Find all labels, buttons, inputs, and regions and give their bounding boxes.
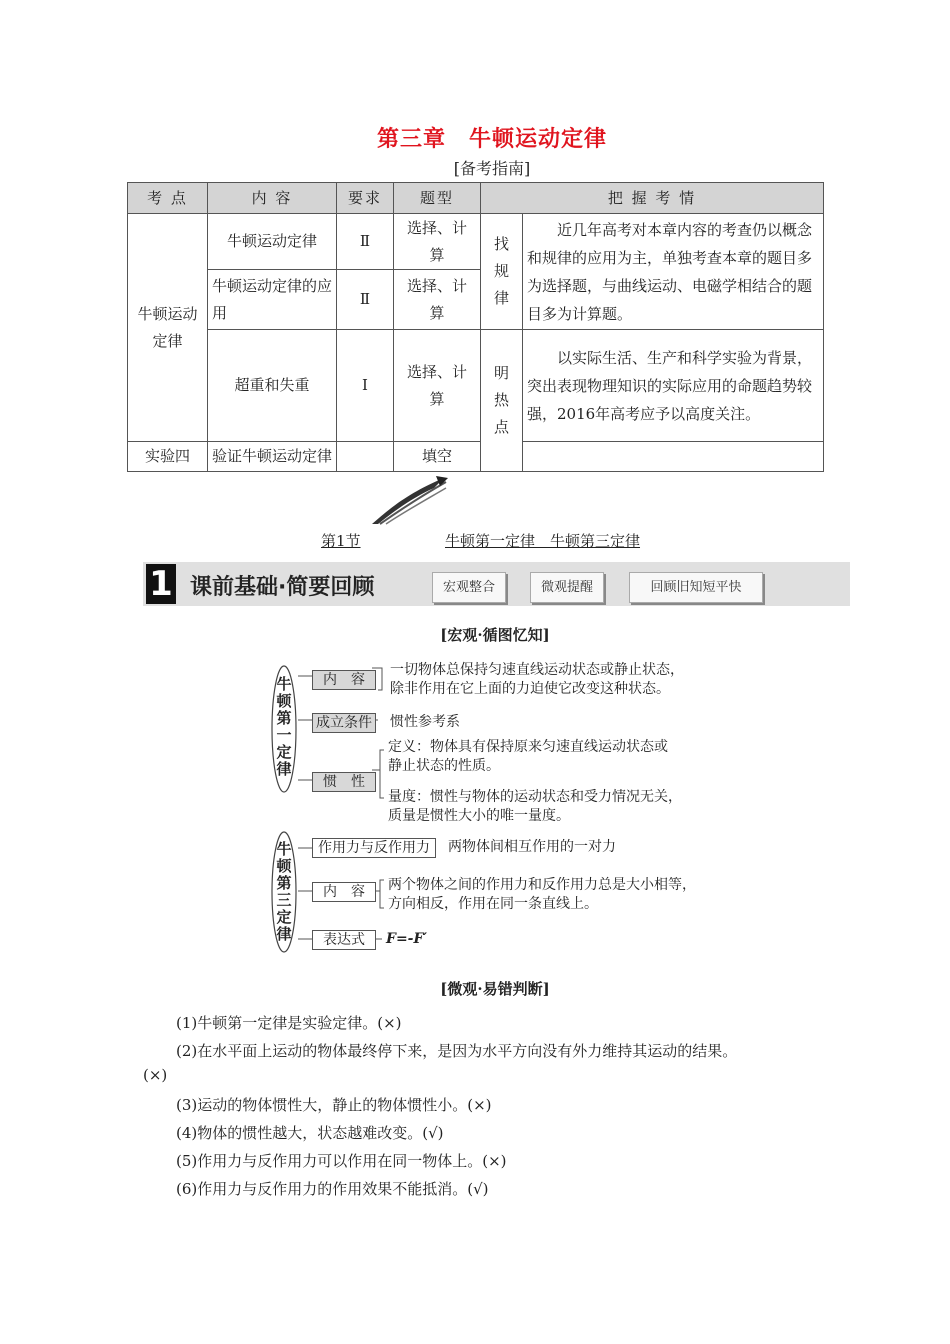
first-content-box: 内 容 (312, 670, 376, 690)
pair-text: 两物体间相互作用的一对力 (448, 839, 616, 855)
judgment-1: (1)牛顿第一定律是实验定律。(×) (176, 1014, 402, 1032)
find-rule-text: 近几年高考对本章内容的考查仍以概念和规律的应用为主，单独考查本章的题目多为选择题，与曲线运动、电磁学相结合的题目多为计算题。 (523, 214, 824, 330)
first-law-label: 牛顿第一定律 (276, 675, 292, 778)
hot-text: 以实际生活、生产和科学实验为背景，突出表现物理知识的实际应用的命题趋势较强，2016年高考应予以高度关注。 (523, 330, 824, 442)
header-level: 要求 (337, 183, 394, 214)
exp-content: 验证牛顿运动定律 (208, 442, 337, 472)
topic-cell: 牛顿运动定律 (128, 214, 208, 442)
judgment-2-answer: (×) (143, 1066, 168, 1084)
third-law-label: 牛顿第三定律 (276, 840, 292, 943)
inertia-def-2: 静止状态的性质。 (388, 758, 500, 774)
guide-label: [备考指南] (453, 159, 531, 178)
pill-macro: 宏观整合 (432, 572, 506, 603)
third-content-text-2: 方向相反，作用在同一条直线上。 (388, 896, 598, 912)
table-row (128, 442, 824, 472)
pair-box: 作用力与反作用力 (312, 838, 436, 858)
chapter-title: 第三章 牛顿运动定律 (376, 126, 607, 152)
row2-level: Ⅱ (337, 270, 394, 330)
find-rule-label: 找规律 (481, 214, 523, 330)
header-topic: 考 点 (128, 183, 208, 214)
exp-topic: 实验四 (128, 442, 208, 472)
row1-type: 选择、计算 (394, 214, 481, 270)
table-row (128, 214, 824, 270)
condition-text: 惯性参考系 (390, 714, 460, 730)
banner-title: 课前基础·简要回顾 (190, 575, 375, 600)
row2-type: 选择、计算 (394, 270, 481, 330)
row2-content: 牛顿运动定律的应用 (208, 270, 337, 330)
pill-review: 回顾旧知短平快 (629, 572, 763, 603)
row1-content: 牛顿运动定律 (208, 214, 337, 270)
table-row (128, 330, 824, 442)
judgment-6: (6)作用力与反作用力的作用效果不能抵消。(√) (176, 1180, 489, 1198)
header-content: 内 容 (208, 183, 337, 214)
first-content-text-2: 除非作用在它上面的力迫使它改变这种状态。 (390, 681, 670, 697)
inertia-measure-1: 量度：惯性与物体的运动状态和受力情况无关， (388, 789, 682, 805)
judgment-3: (3)运动的物体惯性大，静止的物体惯性小。(×) (176, 1096, 492, 1114)
judgment-2: (2)在水平面上运动的物体最终停下来，是因为水平方向没有外力维持其运动的结果。 (176, 1042, 738, 1060)
banner-number: 1 (146, 564, 176, 604)
judgment-5: (5)作用力与反作用力可以作用在同一物体上。(×) (176, 1152, 507, 1170)
formula-box: 表达式 (312, 930, 376, 950)
exp-level (337, 442, 394, 472)
swoosh-arrow-icon (370, 474, 450, 526)
section-name: 牛顿第一定律 牛顿第三定律 (445, 532, 641, 550)
inertia-def-1: 定义：物体具有保持原来匀速直线运动状态或 (388, 739, 668, 755)
inertia-measure-2: 质量是惯性大小的唯一量度。 (388, 808, 570, 824)
macro-heading: [宏观·循图忆知] (440, 626, 550, 644)
exp-type: 填空 (394, 442, 481, 472)
condition-box: 成立条件 (312, 713, 376, 733)
row3-level: Ⅰ (337, 330, 394, 442)
third-content-text-1: 两个物体之间的作用力和反作用力总是大小相等， (388, 877, 696, 893)
header-analysis: 把 握 考 情 (481, 183, 824, 214)
judgment-4: (4)物体的惯性越大，状态越难改变。(√) (176, 1124, 444, 1142)
third-content-box: 内 容 (312, 882, 376, 902)
header-type: 题型 (394, 183, 481, 214)
row3-type: 选择、计算 (394, 330, 481, 442)
section-number: 第1节 (321, 532, 361, 550)
row1-level: Ⅱ (337, 214, 394, 270)
table-header-row (128, 183, 824, 214)
pill-micro: 微观提醒 (530, 572, 604, 603)
first-content-text-1: 一切物体总保持匀速直线运动状态或静止状态， (390, 662, 684, 678)
micro-heading: [微观·易错判断] (440, 980, 550, 998)
exp-empty (523, 442, 824, 472)
row3-content: 超重和失重 (208, 330, 337, 442)
exam-guide-table (127, 182, 824, 472)
formula-text: F=-F′ (386, 931, 428, 947)
hot-label: 明热点 (481, 330, 523, 472)
inertia-box: 惯 性 (312, 772, 376, 792)
